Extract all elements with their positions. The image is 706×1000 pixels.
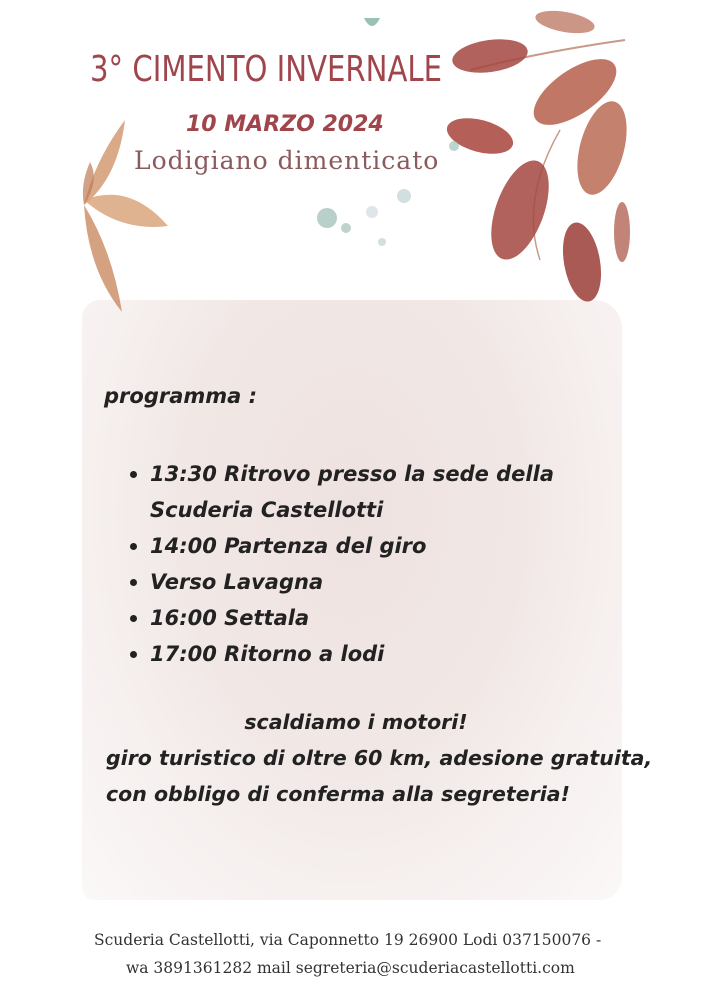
leaf-left-small [443, 112, 517, 161]
leaf-hanging [480, 153, 561, 267]
leaf-bottom-right [557, 219, 606, 304]
program-item-text: 16:00 Settala [150, 606, 310, 630]
program-item [106, 636, 626, 672]
program-label: programma : [104, 384, 258, 408]
leaf-left-bottom [84, 205, 122, 312]
leaf-top [450, 35, 530, 77]
contact-footer [94, 926, 634, 982]
teal-drop-top [364, 18, 380, 26]
program-item-text: Verso Lavagna [150, 570, 324, 594]
message-line-2: giro turistico di oltre 60 km, adesione gratuita, [106, 746, 653, 770]
program-item [106, 564, 626, 600]
event-date: 10 MARZO 2024 [186, 112, 384, 137]
program-item [106, 600, 626, 636]
program-item [106, 456, 626, 528]
bullet-icon [130, 579, 137, 586]
program-item-text: 17:00 Ritorno a lodi [150, 642, 385, 666]
footer-address: Scuderia Castellotti, via Caponnetto 19 26900 Lodi 037150076 - [94, 931, 602, 949]
bullet-icon [130, 615, 137, 622]
program-item [106, 528, 626, 564]
teal-drop-4 [397, 189, 411, 203]
program-item-text: 13:30 Ritrovo presso la sede della Scuderia Castellotti [150, 462, 554, 522]
leaf-edge [614, 202, 630, 262]
message-line-1: scaldiamo i motori! [244, 710, 468, 734]
program-list [106, 456, 626, 672]
message-line-3: con obbligo di conferma alla segreteria! [106, 782, 570, 806]
bullet-icon [130, 471, 137, 478]
event-title: 3° CIMENTO INVERNALE [90, 49, 443, 90]
teal-drop-2 [317, 208, 337, 228]
teal-drop-3 [341, 223, 351, 233]
teal-drop-1 [449, 141, 459, 151]
bullet-icon [130, 543, 137, 550]
teal-drop-5 [366, 206, 378, 218]
leaf-left-right [84, 195, 168, 227]
teal-drop-6 [378, 238, 386, 246]
bullet-icon [130, 651, 137, 658]
event-subtitle: Lodigiano dimenticato [134, 146, 440, 175]
invitation-message [96, 704, 653, 812]
program-item-text: 14:00 Partenza del giro [150, 534, 427, 558]
footer-contacts: wa 3891361282 mail segreteria@scuderiacastellotti.com [126, 959, 575, 977]
leaf-top-right [534, 7, 597, 37]
